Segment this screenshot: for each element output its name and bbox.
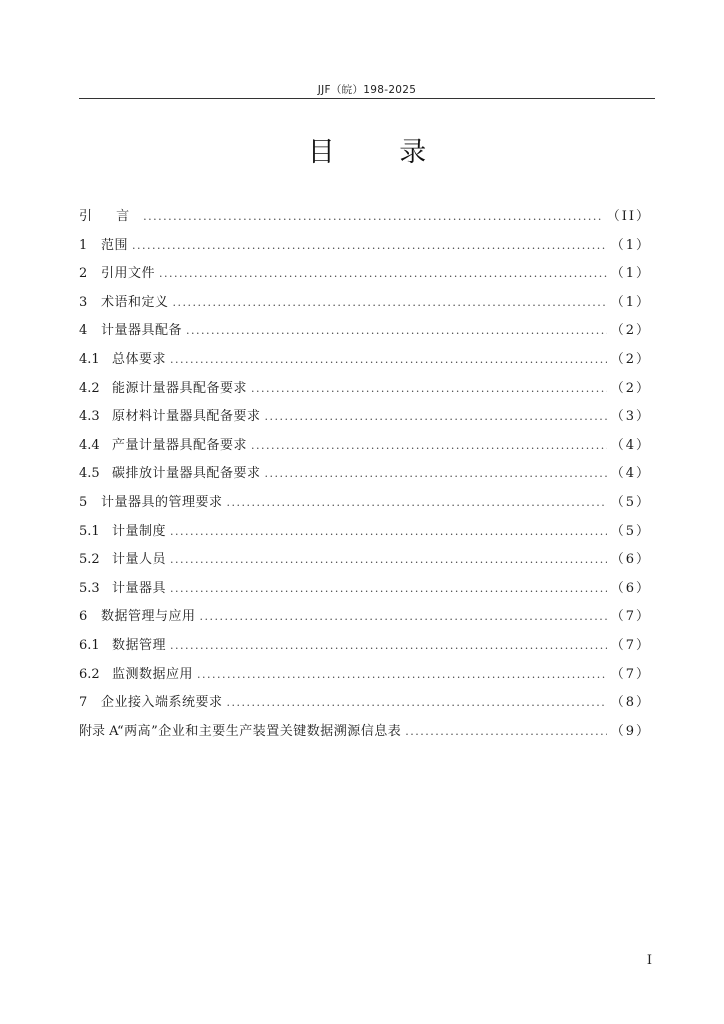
toc-entry-number: 5.2 [79,552,100,568]
toc-entry-label: 引 言 [79,209,140,224]
toc-entry-label: 能源计量器具配备要求 [112,380,248,396]
dot-leader [143,210,603,223]
dot-leader [405,725,606,738]
toc-entry-number: 4.2 [79,380,100,396]
dot-leader [170,353,607,366]
toc-entry-page: （1） [610,294,651,310]
toc-entry-label: 原材料计量器具配备要求 [112,409,261,425]
dot-leader [227,696,607,709]
toc-entry-label: 数据管理与应用 [101,609,196,625]
toc-entry-number: 5.3 [79,580,100,596]
toc-entry-page: （5） [610,523,651,539]
dot-leader [251,439,607,452]
toc-entry-page: （5） [610,494,651,510]
page-title: 目 录 [307,137,455,168]
toc-entry-number: 4.4 [79,437,100,453]
table-of-contents [79,205,651,748]
toc-entry-number: 附录 A [79,723,119,739]
toc-entry-label: 数据管理 [112,637,167,653]
toc-entry[interactable] [79,234,651,263]
toc-entry[interactable] [79,491,651,520]
header-divider [79,98,655,99]
toc-entry[interactable] [79,462,651,491]
toc-entry-label: 计量器具 [112,580,167,596]
dot-leader [159,267,607,280]
toc-entry-number: 4.1 [79,351,100,367]
dot-leader [227,496,607,509]
toc-entry-page: （7） [610,666,651,682]
toc-entry-number: 4.3 [79,409,100,425]
toc-entry-number: 4 [79,323,88,339]
toc-entry-number: 1 [79,237,88,253]
toc-entry-label: 引用文件 [101,266,156,282]
toc-entry-page: （1） [610,237,651,253]
dot-leader [170,639,607,652]
toc-entry[interactable] [79,291,651,320]
toc-entry[interactable] [79,434,651,463]
toc-entry-label: 计量人员 [112,552,167,568]
toc-entry-number: 2 [79,266,88,282]
toc-entry-label: 碳排放计量器具配备要求 [112,466,261,482]
toc-entry[interactable] [79,548,651,577]
dot-leader [186,324,607,337]
toc-entry[interactable] [79,520,651,549]
toc-entry-label: 术语和定义 [101,294,169,310]
dot-leader [197,668,607,681]
toc-entry-label: “两高”企业和主要生产装置关键数据溯源信息表 [117,723,402,739]
toc-entry[interactable] [79,720,651,749]
dot-leader [173,296,607,309]
toc-entry-page: （2） [610,323,651,339]
toc-entry-label: 范围 [101,237,129,253]
toc-entry[interactable] [79,663,651,692]
toc-entry-page: （8） [610,695,651,711]
toc-entry-label: 总体要求 [112,351,167,367]
toc-entry-page: （6） [610,552,651,568]
dot-leader [132,239,607,252]
dot-leader [251,382,607,395]
toc-entry-label: 计量器具的管理要求 [101,494,223,510]
toc-entry-page: （II） [606,209,651,224]
toc-entry-page: （1） [610,266,651,282]
toc-entry-page: （6） [610,580,651,596]
dot-leader [170,553,607,566]
toc-entry[interactable] [79,634,651,663]
toc-entry[interactable] [79,577,651,606]
dot-leader [170,582,607,595]
toc-entry-number: 5 [79,494,88,510]
toc-entry-page: （2） [610,351,651,367]
toc-entry-page: （3） [610,409,651,425]
toc-entry-label: 计量器具配备 [101,323,183,339]
dot-leader [200,610,607,623]
toc-entry[interactable] [79,348,651,377]
toc-entry-label: 监测数据应用 [112,666,194,682]
toc-entry[interactable] [79,377,651,406]
toc-entry-number: 3 [79,294,88,310]
toc-entry[interactable] [79,605,651,634]
toc-entry-page: （4） [610,437,651,453]
toc-entry-page: （7） [610,609,651,625]
dot-leader [170,525,607,538]
toc-entry-label: 计量制度 [112,523,167,539]
document-code-header: JJF（皖）198-2025 [317,84,417,96]
toc-entry-number: 5.1 [79,523,100,539]
toc-entry-number: 7 [79,695,88,711]
toc-entry-number: 4.5 [79,466,100,482]
dot-leader [265,467,607,480]
toc-entry-page: （7） [610,637,651,653]
toc-entry-number: 6.2 [79,666,100,682]
toc-entry[interactable] [79,405,651,434]
toc-entry[interactable] [79,262,651,291]
toc-entry-label: 企业接入端系统要求 [101,695,223,711]
toc-entry-page: （4） [610,466,651,482]
toc-entry-page: （2） [610,380,651,396]
toc-entry-page: （9） [610,723,651,739]
toc-entry-label: 产量计量器具配备要求 [112,437,248,453]
toc-entry[interactable] [79,691,651,720]
page-number: I [646,953,652,968]
toc-entry-number: 6 [79,609,88,625]
toc-entry[interactable] [79,205,651,234]
toc-entry[interactable] [79,319,651,348]
toc-entry-number: 6.1 [79,637,100,653]
dot-leader [265,410,607,423]
